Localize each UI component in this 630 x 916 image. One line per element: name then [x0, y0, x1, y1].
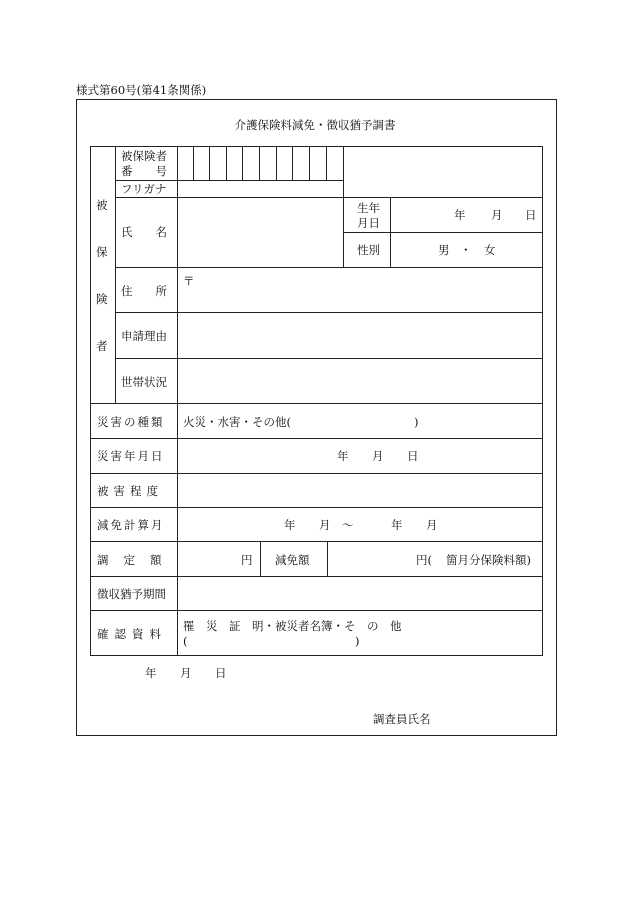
- verification-line1: 罹 災 証 明・被災者名簿・そ の 他: [183, 619, 402, 633]
- birth-row-bottom: [343, 232, 543, 233]
- disaster-date-month: 月: [372, 449, 384, 463]
- amount-yen: 円: [241, 553, 253, 567]
- period-month2: 月: [426, 518, 438, 532]
- form-table: [90, 146, 543, 656]
- gender-label: 性別: [357, 243, 380, 257]
- verification-close: ): [355, 634, 360, 648]
- address-label: 住 所: [121, 284, 167, 298]
- group-label-char-1: 被: [96, 198, 108, 212]
- group-divider: [115, 146, 116, 403]
- gender-male: 男: [438, 243, 450, 257]
- disaster-date-year: 年: [337, 449, 349, 463]
- amount-label: 調定額: [97, 553, 177, 567]
- reduced-label: 減免額: [275, 553, 310, 567]
- number-label-line1: 被保険者: [121, 149, 167, 163]
- period-year1: 年: [284, 518, 296, 532]
- group-label-char-3: 険: [96, 292, 108, 306]
- footer-year: 年: [145, 666, 157, 680]
- furigana-row-bottom: [115, 197, 543, 198]
- number-label-line2: 番 号: [121, 164, 167, 178]
- group-label-char-2: 保: [96, 245, 108, 259]
- birth-month: 月: [491, 208, 503, 222]
- group-label-char-4: 者: [96, 339, 108, 353]
- form-number: 様式第60号(第41条関係): [76, 83, 207, 97]
- birth-label-line2: 月日: [357, 216, 380, 230]
- deferral-label: 徴収猶予期間: [97, 587, 166, 601]
- disaster-type-label: 災害の種類: [97, 415, 165, 429]
- reason-label: 申請理由: [121, 329, 167, 343]
- period-label: 減免計算月: [97, 518, 165, 532]
- gender-female: 女: [484, 243, 496, 257]
- damage-label: 被害程度: [97, 484, 163, 498]
- period-tilde: ～: [342, 518, 354, 532]
- disaster-type-close: ): [414, 415, 419, 429]
- reduced-note: 箇月分保険料額): [446, 553, 531, 567]
- period-month1: 月: [319, 518, 331, 532]
- number-right-edge: [343, 146, 344, 198]
- postal-mark: 〒: [183, 274, 195, 288]
- birth-label-line1: 生年: [357, 201, 380, 215]
- birth-day: 日: [525, 208, 537, 222]
- period-year2: 年: [391, 518, 403, 532]
- verification-label: 確認資料: [97, 627, 167, 641]
- investigator-label: 調査員氏名: [373, 712, 431, 726]
- footer-month: 月: [180, 666, 192, 680]
- footer-day: 日: [215, 666, 227, 680]
- disaster-date-label: 災害年月日: [97, 449, 165, 463]
- gender-dot: ・: [460, 243, 472, 257]
- birth-year: 年: [454, 208, 466, 222]
- label-divider: [177, 146, 178, 656]
- disaster-date-day: 日: [407, 449, 419, 463]
- form-title: 介護保険料減免・徴収猶予調書: [234, 118, 396, 132]
- furigana-label: フリガナ: [121, 182, 167, 196]
- reduced-yen: 円(: [416, 553, 432, 567]
- disaster-type-value: 火災・水害・その他(: [183, 415, 291, 429]
- name-label: 氏 名: [121, 225, 167, 239]
- verification-open: (: [183, 634, 188, 648]
- number-row-bottom: [115, 180, 344, 181]
- household-label: 世帯状況: [121, 375, 167, 389]
